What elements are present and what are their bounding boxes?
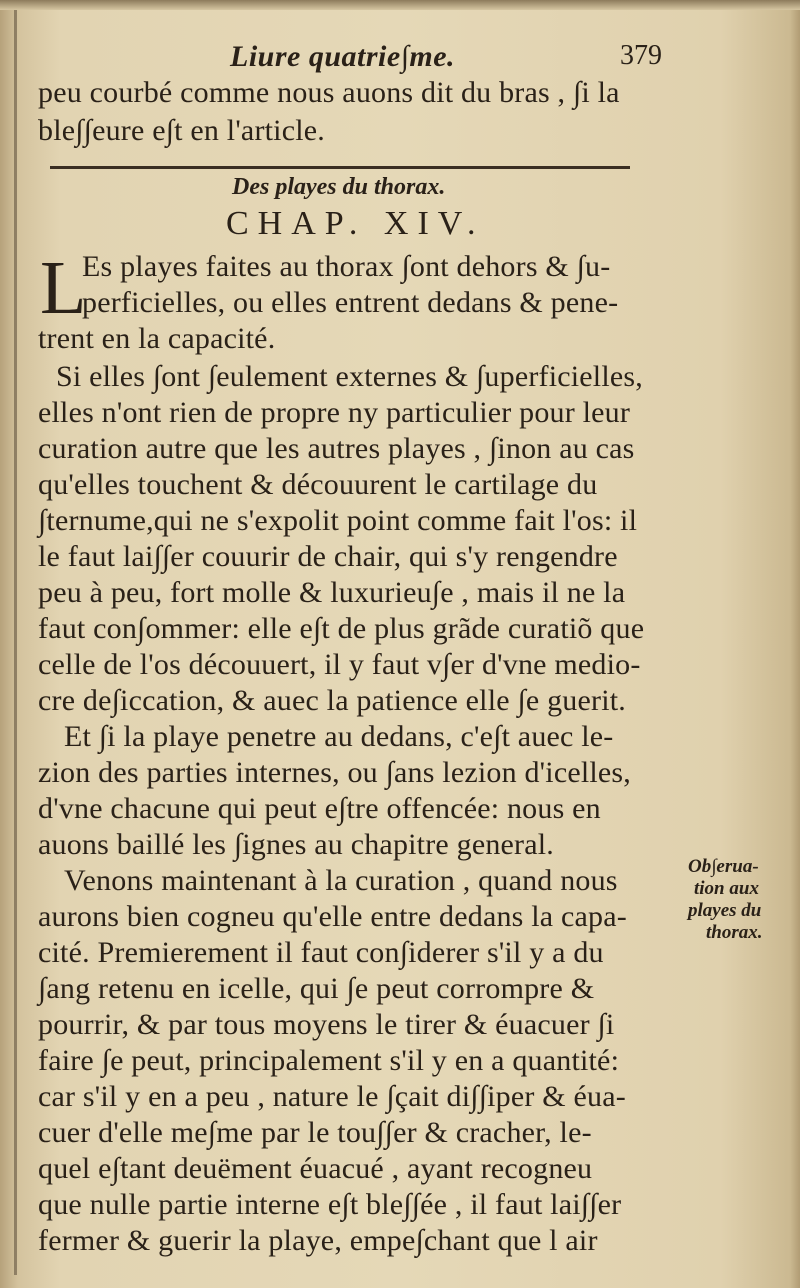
text-line: celle de l'os découuert, il y faut v∫er d'vne medio- xyxy=(38,648,641,681)
text-line: Si elles ∫ont ∫eulement externes & ∫uperficielles, xyxy=(56,360,643,393)
page-top-edge xyxy=(0,0,800,10)
text-line: zion des parties internes, ou ∫ans lezion d'icelles, xyxy=(38,756,632,789)
text-line: elles n'ont rien de propre ny particulier pour leur xyxy=(38,396,631,429)
text-line: que nulle partie interne e∫t ble∫∫ée , il faut lai∫∫er xyxy=(38,1188,622,1221)
drop-capital: L xyxy=(40,246,87,330)
margin-note-line: playes du xyxy=(688,900,762,921)
binding-edge xyxy=(14,10,17,1275)
text-line: curation autre que les autres playes , ∫inon au cas xyxy=(38,432,635,465)
margin-note xyxy=(688,856,798,944)
text-line: peu à peu, fort molle & luxurieu∫e , mais il ne la xyxy=(38,576,626,609)
text-line: trent en la capacité. xyxy=(38,322,276,355)
text-line: perficielles, ou elles entrent dedans & pene- xyxy=(82,286,619,319)
text-line: ble∫∫eure e∫t en l'article. xyxy=(38,114,325,147)
text-line: le faut lai∫∫er couurir de chair, qui s'y rengendre xyxy=(38,540,618,573)
margin-note-line: Ob∫erua- xyxy=(688,856,759,877)
text-line: d'vne chacune qui peut e∫tre offencée: nous en xyxy=(38,792,601,825)
text-line: qu'elles touchent & découurent le cartilage du xyxy=(38,468,598,501)
text-line: ∫ternume,qui ne s'expolit point comme fait l'os: il xyxy=(38,504,638,537)
margin-note-line: thorax. xyxy=(706,922,763,943)
text-line: quel e∫tant deuëment éuacué , ayant recogneu xyxy=(38,1152,593,1185)
text-line: cuer d'elle me∫me par le tou∫∫er & cracher, le- xyxy=(38,1116,592,1149)
running-header: Liure quatrie∫me. xyxy=(230,40,456,73)
section-divider xyxy=(50,166,630,169)
text-line: Es playes faites au thorax ∫ont dehors & ∫u- xyxy=(82,250,611,283)
page-number: 379 xyxy=(620,40,662,71)
text-line: ∫ang retenu en icelle, qui ∫e peut corrompre & xyxy=(38,972,595,1005)
text-line: peu courbé comme nous auons dit du bras , ∫i la xyxy=(38,76,620,109)
text-line: Venons maintenant à la curation , quand nous xyxy=(64,864,618,897)
text-line: cité. Premierement il faut con∫iderer s'il y a du xyxy=(38,936,604,969)
text-line: faut con∫ommer: elle e∫t de plus grãde curatiõ que xyxy=(38,612,645,645)
text-line: cre de∫iccation, & auec la patience elle ∫e guerit. xyxy=(38,684,626,717)
text-line: faire ∫e peut, principalement s'il y en a quantité: xyxy=(38,1044,620,1077)
text-line: auons baillé les ∫ignes au chapitre general. xyxy=(38,828,554,861)
chapter-heading: CHAP. XIV. xyxy=(226,205,485,242)
text-line: fermer & guerir la playe, empe∫chant que l air xyxy=(38,1224,598,1257)
text-line: car s'il y en a peu , nature le ∫çait di∫∫iper & éua- xyxy=(38,1080,626,1113)
text-line: pourrir, & par tous moyens le tirer & éuacuer ∫i xyxy=(38,1008,615,1041)
text-line: aurons bien cogneu qu'elle entre dedans la capa- xyxy=(38,900,627,933)
margin-note-line: tion aux xyxy=(694,878,759,899)
text-line: Et ∫i la playe penetre au dedans, c'e∫t auec le- xyxy=(64,720,614,753)
section-title: Des playes du thorax. xyxy=(232,174,446,200)
